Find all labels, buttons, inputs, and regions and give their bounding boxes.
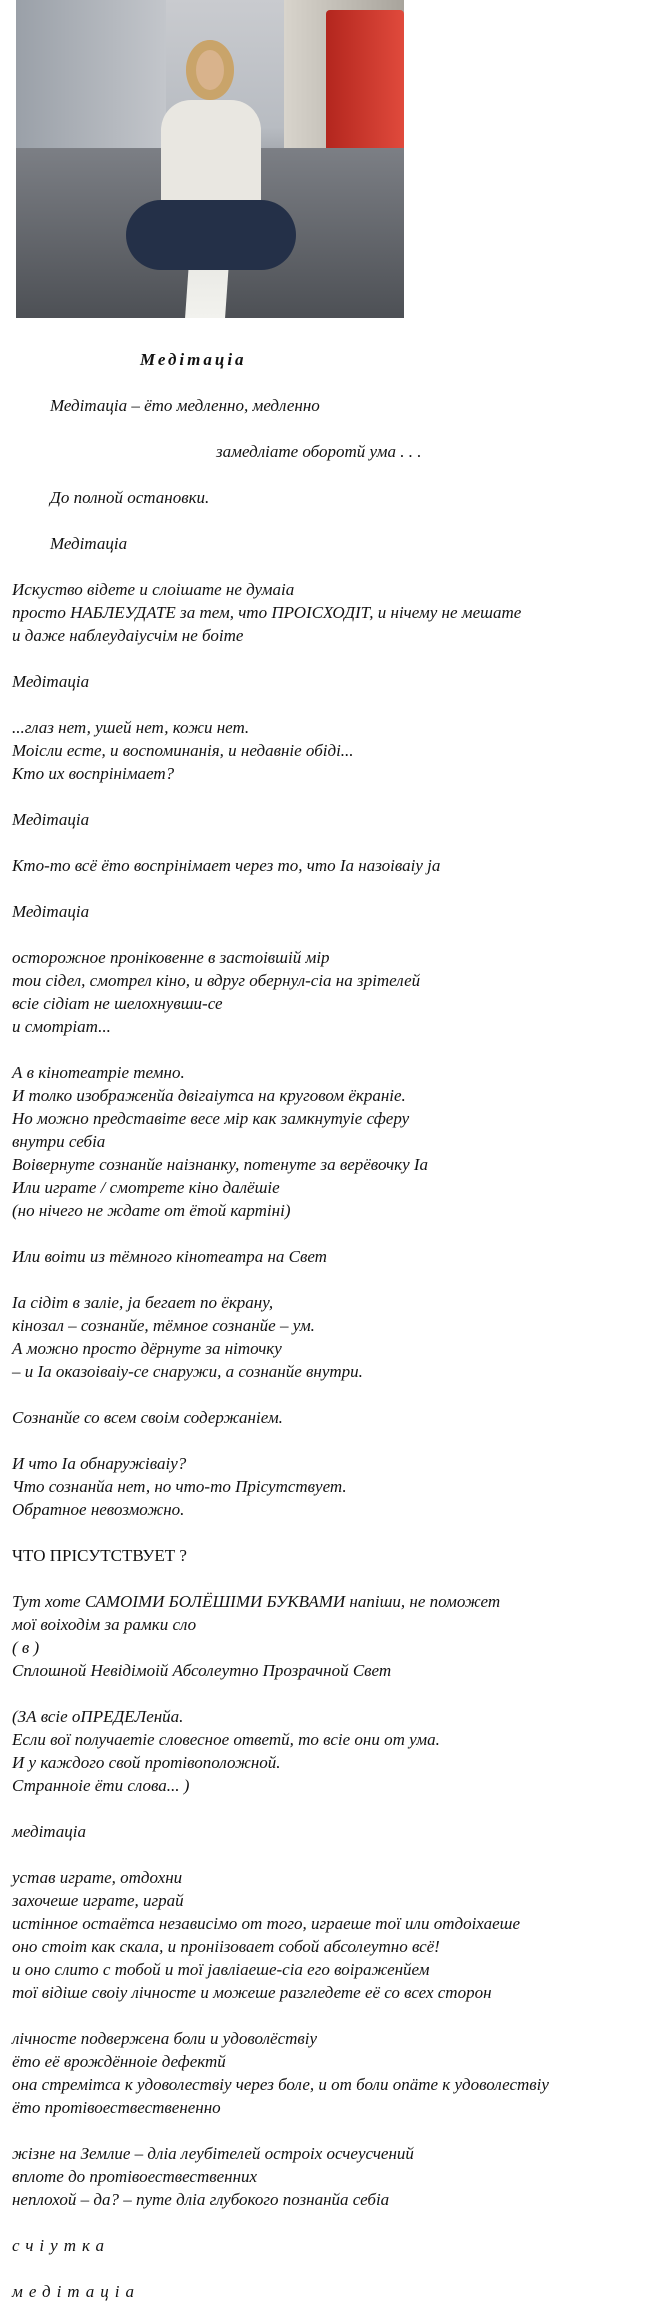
text-line: осторожное проніковенне в застоівшій мір xyxy=(12,948,330,967)
text-line: Воівернуте сознанйе наізнанку, потенуте за верёвочку Іа xyxy=(12,1155,429,1174)
text-line: Моісли есте, и воспоминанія, и недавніе обіді... xyxy=(12,741,354,760)
text-line: кінозал – сознанйе, тёмное сознанйе – ум. xyxy=(12,1316,315,1335)
text-line: – и Іа оказоіваіу-се снаружи, а сознанйе внутри. xyxy=(12,1362,363,1381)
text-line: ( в ) xyxy=(12,1638,40,1657)
text-line: она стремітса к удоволествіу через боле, и от боли опäте к удоволествіу xyxy=(12,2075,549,2094)
text-line: Сознанйе со всем своім содержаніем. xyxy=(12,1408,283,1427)
text-line: и оно слито с тобой и тої јавліаеше-сіа его воіраженйем xyxy=(12,1960,430,1979)
meditating-woman xyxy=(126,40,296,300)
text-line: счіутка xyxy=(12,2236,111,2255)
text-line: А в кінотеатріе темно. xyxy=(12,1063,185,1082)
text-line: До полной остановки. xyxy=(50,488,210,507)
text-line: тої відіше своіу лічносте и можеше разгледете её со всех сторон xyxy=(12,1983,492,2002)
text-line: И толко изображенйа двігаіутса на круговом ёкраніе. xyxy=(12,1086,406,1105)
text-line: Сплошной Невідімоій Абсолеутно Прозрачной Свет xyxy=(12,1661,392,1680)
text-line: Тут хоте САМОІМИ БОЛЁШІМИ БУКВАМИ напіши, не поможет xyxy=(12,1592,501,1611)
text-line: Странноіе ёти слова... ) xyxy=(12,1776,190,1795)
red-bus xyxy=(326,10,404,170)
text-line: Но можно представіте весе мір как замкнутуіе сферу xyxy=(12,1109,410,1128)
text-line: Медітаціа xyxy=(50,534,128,553)
text-line: истінное остаётса независімо от того, играеше тої или отдоіхаеше xyxy=(12,1914,521,1933)
text-line: Если вої получаетіе словесное ответй, то всіе они от ума. xyxy=(12,1730,440,1749)
text-line: Кто их воспрінімает? xyxy=(12,764,175,783)
text-line: жізне на Землие – дліа леубітелей остроіх осчеусчений xyxy=(12,2144,414,2163)
text-line: медітаціа xyxy=(12,1822,87,1841)
text-line: просто НАБЛЕУДАТЕ за тем, что ПРОІСХОДІТ, и нічему не мешате xyxy=(12,603,522,622)
text-line: ...глаз нет, ушей нет, кожи нет. xyxy=(12,718,250,737)
text-line: оно стоіт как скала, и проніізоваeт собой абсолеутно всё! xyxy=(12,1937,440,1956)
text-line: И у каждого свой протівоположной. xyxy=(12,1753,281,1772)
text-line: вплоте до протівоествественних xyxy=(12,2167,258,2186)
woman-legs xyxy=(126,200,296,270)
text-line: Или воіти из тёмного кінотеатра на Свет xyxy=(12,1247,327,1266)
text-line: устав играте, отдохни xyxy=(12,1868,183,1887)
text-line: и смотріат... xyxy=(12,1017,111,1036)
woman-torso xyxy=(161,100,261,210)
page-title: Медітаціа xyxy=(140,350,247,369)
text-line: внутри себіа xyxy=(12,1132,106,1151)
text-line: замедліате оборотй ума . . . xyxy=(216,442,422,461)
text-line: Или играте / смотрете кіно далёшіе xyxy=(12,1178,280,1197)
text-line: Обратное невозможно. xyxy=(12,1500,185,1519)
text-line: ЧТО ПРІСУТСТВУЕТ ? xyxy=(12,1546,187,1565)
text-line: Что сознанйа нет, но что-то Прісутствует. xyxy=(12,1477,347,1496)
text-line: неплохой – да? – путе дліа глубокого познанйа себіа xyxy=(12,2190,390,2209)
text-line: Медітаціа xyxy=(12,810,90,829)
text-line: всіе сідіат не шелохнувши-се xyxy=(12,994,223,1013)
text-line: А можно просто дёрнуте за ніточку xyxy=(12,1339,282,1358)
text-line: Кто-то всё ёто воспрінімает через то, что Іа назоіваіу ја xyxy=(12,856,441,875)
text-line: тои сідел, смотрел кіно, и вдруг обернул-сіа на зрітелей xyxy=(12,971,421,990)
text-line: захочеше играте, играй xyxy=(12,1891,184,1910)
text-line: мої воіходім за рамки сло xyxy=(12,1615,197,1634)
closing-word: медітаціа xyxy=(12,2282,141,2301)
text-line: ёто её врождённоіе дефектй xyxy=(12,2052,226,2071)
text-line: Іа сідіт в заліе, ја бегает по ёкрану, xyxy=(12,1293,274,1312)
meditation-photo xyxy=(16,0,404,318)
text-line: И что Іа обнаружіваіу? xyxy=(12,1454,187,1473)
text-line: Медітаціа xyxy=(12,672,90,691)
text-line: лічносте подвержена боли и удоволёствіу xyxy=(12,2029,318,2048)
text-line: Медітаціа – ёто медленно, медленно xyxy=(50,396,320,415)
text-line: (но нічего не ждате от ётой картіні) xyxy=(12,1201,291,1220)
woman-head xyxy=(186,40,234,100)
text-line: и даже наблеудаіусчім не боіте xyxy=(12,626,244,645)
text-line: Медітаціа xyxy=(12,902,90,921)
text-line: Искуство відете и слоішате не думаіа xyxy=(12,580,295,599)
text-line: ёто протівоествествененно xyxy=(12,2098,221,2117)
text-line: (ЗА всіе оПРЕДЕЛенйа. xyxy=(12,1707,184,1726)
